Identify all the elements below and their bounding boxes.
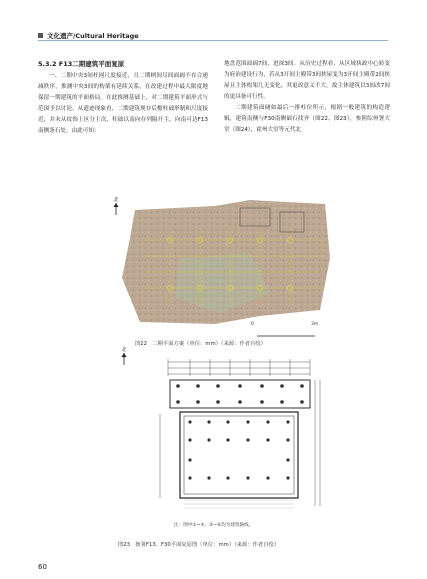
north-arrow-icon — [112, 203, 120, 215]
paragraph: 地盘范围面阔7间，进深3间。从历史过程看，从区域执政中心转变为府治建设行为，若从3开间主殿带3间挟屋变为3开间主殿带2间挟屋且主体构架几无变化，其更改意义不大，故主体建筑以3间改7间的更具备可行性。 — [224, 61, 390, 100]
header-rule — [38, 40, 388, 41]
north-arrow-22 — [112, 196, 120, 217]
section-title: 5.3.2 F13二期建筑平面复原 — [38, 60, 125, 68]
figure-23-plan-drawing — [150, 356, 325, 534]
north-label: 北 — [113, 197, 119, 203]
left-column — [38, 71, 208, 137]
figure-22-caption: 图22 二期平面方案（单位：mm）（来源：作者自绘） — [135, 341, 266, 347]
figure-22-site-plan — [120, 198, 335, 328]
paragraph: 一、二期中央3间柱网尺度接近，且二期柄间尽间面阔不存合递减秩序，推测中央3间的构架有延续关系，在改建过程中最大限度地保留一期建筑的平面格局。在此推测基础上，对二期建筑平面形式与范围予以讨论。从遗迹现象看，二期建筑现存后檐柱础形制和尺度接近，并未从纹饰上区分主次，柱础以南向存列隔开主，向南可达F13南侧条石处。由此可知： — [38, 73, 208, 134]
figure-23-caption: 图23 衙署F13、F30平面复原图（单位：mm）（来源：作者自绘） — [118, 542, 280, 548]
header-label: 文化遗产/Cultural Heritage — [47, 32, 139, 40]
header-square-icon — [38, 33, 43, 38]
scale-3m: 3m — [311, 322, 319, 327]
scale-zero: 0 — [251, 322, 254, 327]
north-arrow-23 — [120, 346, 128, 367]
north-arrow-icon — [120, 353, 128, 365]
page-number: 60 — [38, 563, 47, 571]
right-column — [224, 59, 390, 136]
running-header — [38, 31, 139, 40]
north-label: 北 — [121, 347, 127, 353]
paragraph: 二期建筑面阔如最后一排柱位所示，根据一般建筑的构造逻辑，建筑南侧与F30南侧础石找齐（图22、图23），参照综州署大堂（图24），霍州大堂等元代北 — [224, 105, 390, 133]
figure-23-note: 注：图中①~⑤、②~⑥均为建筑轴线。 — [174, 523, 254, 528]
